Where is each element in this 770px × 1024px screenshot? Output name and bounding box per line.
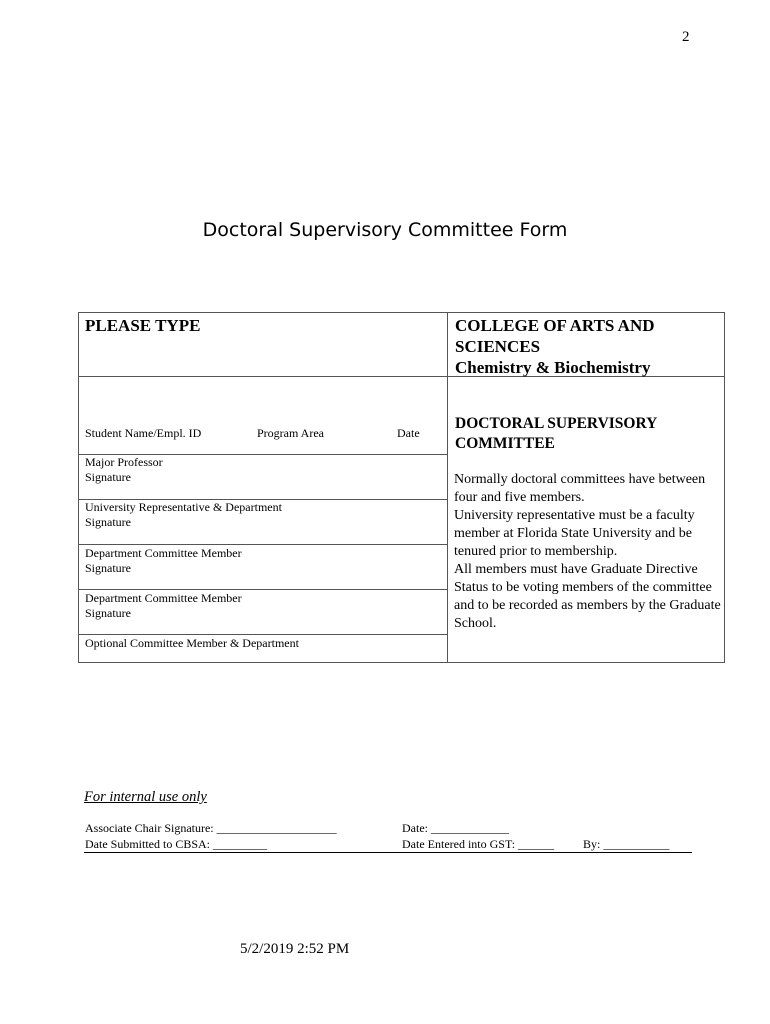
page-number: 2 <box>682 29 690 45</box>
date-field[interactable]: Date <box>397 426 420 440</box>
committee-instructions <box>454 471 722 633</box>
row-divider <box>78 589 447 590</box>
row-label: Optional Committee Member & Department <box>85 636 299 650</box>
date-entered-field[interactable]: Date Entered into GST: ______ <box>402 837 555 851</box>
program-area-field[interactable]: Program Area <box>257 426 324 440</box>
row-label: University Representative & Department <box>85 500 282 514</box>
row-label: Department Committee Member <box>85 591 242 605</box>
form-title: Doctoral Supervisory Committee Form <box>202 219 568 241</box>
row-sublabel: Signature <box>85 470 131 484</box>
optional-member-field[interactable] <box>85 636 299 651</box>
entered-by-field[interactable]: By: ___________ <box>583 837 670 851</box>
committee-member-2-field[interactable] <box>85 591 242 621</box>
instruction-line: University representative must be a faculty member at Florida State University and be tenured prior to membership. <box>454 508 695 559</box>
committee-member-1-field[interactable] <box>85 546 242 576</box>
left-header-divider <box>78 376 447 377</box>
college-name: COLLEGE OF ARTS AND SCIENCES <box>455 316 655 356</box>
associate-chair-signature-field[interactable]: Associate Chair Signature: ____________________ <box>85 821 337 835</box>
instruction-line: Normally doctoral committees have between four and five members. <box>454 472 706 505</box>
please-type-label: PLEASE TYPE <box>85 316 201 335</box>
committee-heading: DOCTORAL SUPERVISORY COMMITTEE <box>455 415 657 452</box>
department-name: Chemistry & Biochemistry <box>455 358 651 377</box>
row-sublabel: Signature <box>85 561 131 575</box>
internal-use-heading: For internal use only <box>84 789 207 805</box>
row-label: Department Committee Member <box>85 546 242 560</box>
student-name-field[interactable]: Student Name/Empl. ID <box>85 426 202 440</box>
instruction-line: All members must have Graduate Directive Status to be voting members of the committee and to be recorded as members by the Graduate School. <box>454 562 721 631</box>
college-header <box>455 315 720 378</box>
university-representative-field[interactable] <box>85 500 282 530</box>
row-sublabel: Signature <box>85 606 131 620</box>
date-submitted-field[interactable]: Date Submitted to CBSA: _________ <box>85 837 268 851</box>
internal-divider <box>84 852 692 853</box>
table-divider <box>447 312 448 663</box>
major-professor-field[interactable] <box>85 455 163 485</box>
print-timestamp: 5/2/2019 2:52 PM <box>240 941 350 957</box>
row-label: Major Professor <box>85 455 163 469</box>
row-divider <box>78 634 447 635</box>
row-sublabel: Signature <box>85 515 131 529</box>
row-divider <box>78 544 447 545</box>
internal-date-field[interactable]: Date: _____________ <box>402 821 509 835</box>
